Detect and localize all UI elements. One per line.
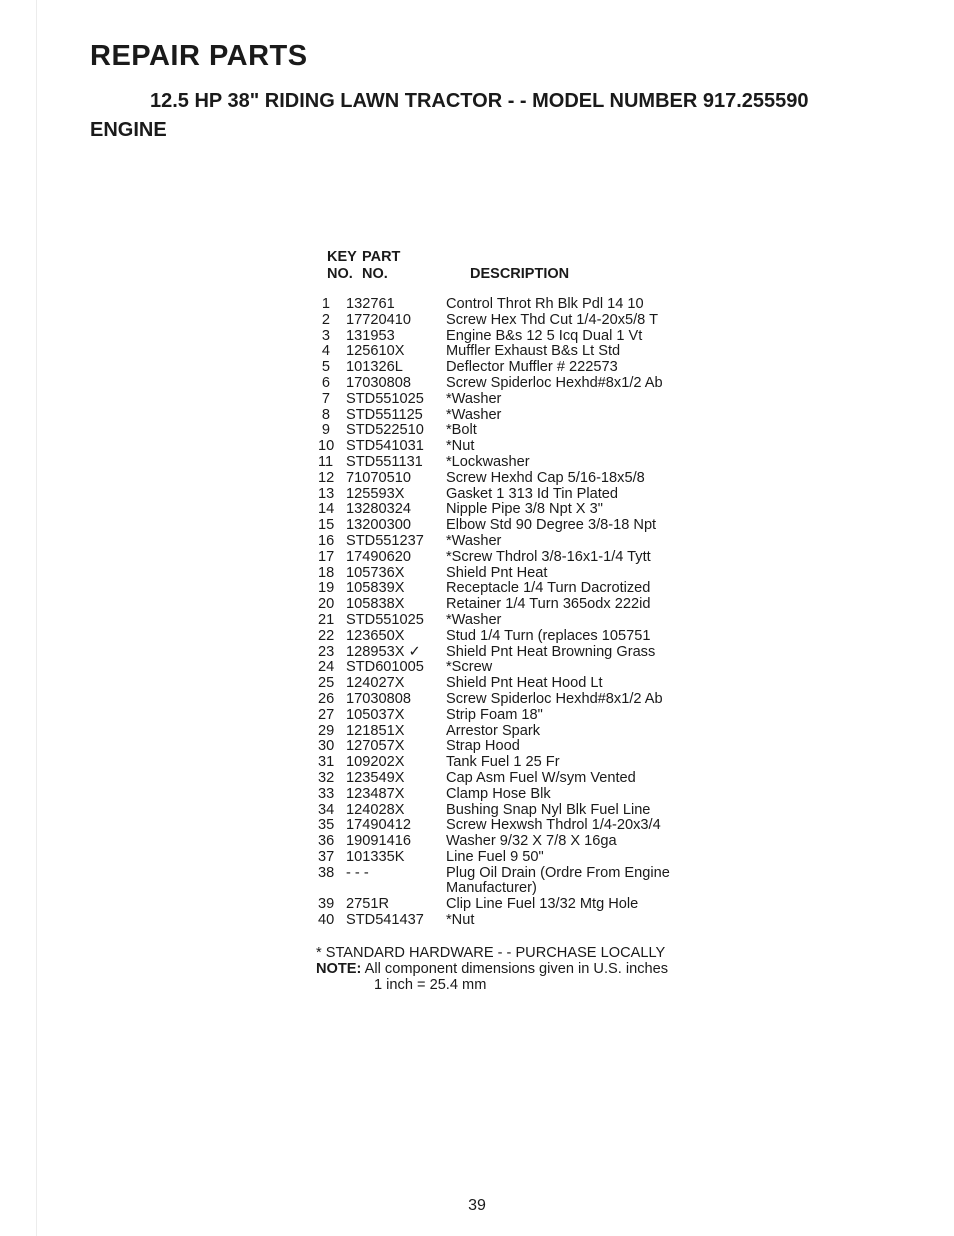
key-no: 10 [318,438,335,455]
part-no: 17490412 [346,817,411,834]
part-no: 105838X [346,596,405,613]
part-no: 121851X [346,722,405,739]
key-no: 8 [321,406,330,423]
part-header-top: PART [362,249,401,265]
part-no: 125610X [346,343,405,360]
part-no: 132761 [346,296,395,312]
key-no: 39 [318,896,335,913]
table-row [318,502,738,518]
description: *Nut [446,912,475,929]
part-no: 105037X [346,706,405,723]
footer-notes [316,946,736,993]
description: Receptacle 1/4 Turn Dacrotized [446,580,651,597]
table-row [318,313,738,329]
description: Control Throt Rh Blk Pdl 14 10 [446,296,644,312]
table-row [318,550,738,566]
key-no: 38 [318,864,335,881]
table-row [318,771,738,787]
key-no: 18 [318,564,335,581]
description: *Washer [446,611,502,628]
description: *Washer [446,532,502,549]
part-no: 71070510 [346,469,411,486]
table-row [318,866,738,898]
key-no: 13 [318,485,335,502]
part-no: 127057X [346,738,405,755]
part-no: 128953X ✓ [346,643,421,660]
description: Screw Hexwsh Thdrol 1/4-20x3/4 [446,817,661,834]
key-no: 3 [321,327,330,344]
part-no: 17030808 [346,690,411,707]
key-header-bottom: NO. [327,266,353,282]
table-row [318,629,738,645]
note-text: All component dimensions given in U.S. inches [364,960,669,977]
table-row [318,818,738,834]
table-row [318,471,738,487]
key-no: 5 [321,359,330,376]
table-row [318,897,738,913]
part-no: 124027X [346,675,405,692]
table-row [318,613,738,629]
description: *Nut [446,438,475,455]
page-number: 39 [468,1197,486,1214]
part-no: 19091416 [346,833,411,850]
standard-hardware-note: * STANDARD HARDWARE - - PURCHASE LOCALLY [316,945,666,961]
key-no: 36 [318,833,335,850]
part-no: 101335K [346,848,405,865]
part-no: 105839X [346,580,405,597]
binding-margin-line [36,0,37,1236]
description: Gasket 1 313 Id Tin Plated [446,485,618,502]
conversion-note: 1 inch = 25.4 mm [374,976,487,993]
key-no: 2 [321,311,330,328]
description: Screw Spiderloc Hexhd#8x1/2 Ab [446,374,663,391]
table-row [318,581,738,597]
part-no: STD551125 [346,406,423,423]
table-row [318,439,738,455]
page-title: REPAIR PARTS [90,40,308,72]
part-no: 101326L [346,359,403,376]
key-no: 15 [318,517,335,534]
key-header-top: KEY [327,249,357,265]
key-no: 24 [318,659,335,676]
key-no: 21 [318,611,335,628]
key-no: 23 [318,643,335,660]
description: *Bolt [446,422,477,439]
part-no: 17490620 [346,548,411,565]
description: Clip Line Fuel 13/32 Mtg Hole [446,896,639,913]
key-no: 6 [321,374,330,391]
table-row [318,739,738,755]
table-row [318,913,738,929]
part-no: 123549X [346,769,405,786]
description: Strap Hood [446,738,520,755]
key-no: 16 [318,532,335,549]
key-no: 34 [318,801,335,818]
section-title: ENGINE [90,119,167,141]
description: *Screw Thdrol 3/8-16x1-1/4 Tytt [446,548,651,565]
description: Elbow Std 90 Degree 3/8-18 Npt [446,517,657,534]
key-no: 31 [318,754,335,771]
table-row [318,645,738,661]
key-no: 37 [318,848,335,865]
description: Strip Foam 18" [446,706,543,723]
key-no: 19 [318,580,335,597]
key-no: 35 [318,817,335,834]
description: Nipple Pipe 3/8 Npt X 3" [446,501,603,518]
table-row [318,344,738,360]
table-row [318,660,738,676]
description: Deflector Muffler # 222573 [446,359,618,376]
description: Engine B&s 12 5 Icq Dual 1 Vt [446,327,643,344]
part-no: 131953 [346,327,395,344]
description: *Screw [446,659,493,676]
note-label: NOTE: [316,960,362,977]
part-no: 13200300 [346,517,411,534]
part-no: STD551025 [346,390,424,407]
part-no: - - - [346,864,369,881]
description: Clamp Hose Blk [446,785,551,802]
key-no: 17 [318,548,335,565]
description-header: DESCRIPTION [470,266,570,282]
model-subtitle: 12.5 HP 38" RIDING LAWN TRACTOR - - MODEL NUMBER 917.255590 [150,90,809,112]
table-row [318,376,738,392]
table-row [318,803,738,819]
description: Screw Hexhd Cap 5/16-18x5/8 [446,469,645,486]
key-no: 40 [318,912,335,929]
table-row [318,676,738,692]
part-no: 125593X [346,485,405,502]
table-row [318,708,738,724]
key-no: 1 [321,296,330,312]
key-no: 22 [318,627,335,644]
table-row [318,787,738,803]
description: Arrestor Spark [446,722,541,739]
description: Shield Pnt Heat [446,564,548,581]
part-header-bottom: NO. [362,266,388,282]
key-no: 32 [318,769,335,786]
table-row [318,597,738,613]
part-no: STD522510 [346,422,424,439]
part-no: STD551237 [346,532,424,549]
key-no: 7 [321,390,330,407]
description: Screw Spiderloc Hexhd#8x1/2 Ab [446,690,663,707]
description: Plug Oil Drain (Ordre From Engine Manufacturer) [446,864,670,897]
key-no: 4 [321,343,330,360]
key-no: 27 [318,706,335,723]
key-no: 30 [318,738,335,755]
table-row [318,329,738,345]
table-row [318,834,738,850]
key-no: 20 [318,596,335,613]
table-row [318,755,738,771]
table-row [318,518,738,534]
table-row [318,297,738,313]
part-no: 105736X [346,564,405,581]
table-row [318,724,738,740]
part-no: STD541437 [346,912,424,929]
table-row [318,360,738,376]
key-no: 25 [318,675,335,692]
part-no: 17030808 [346,374,411,391]
description: *Lockwasher [446,453,530,470]
description: *Washer [446,390,502,407]
part-no: 124028X [346,801,405,818]
table-row [318,487,738,503]
key-no: 29 [318,722,335,739]
part-no: STD551025 [346,611,424,628]
description: Cap Asm Fuel W/sym Vented [446,769,636,786]
description: Washer 9/32 X 7/8 X 16ga [446,833,617,850]
part-no: 123487X [346,785,405,802]
description: Bushing Snap Nyl Blk Fuel Line [446,801,651,818]
description: *Washer [446,406,502,423]
part-no: STD601005 [346,659,424,676]
part-no: 109202X [346,754,405,771]
table-row [318,455,738,471]
part-no: 2751R [346,896,390,913]
part-no: 17720410 [346,311,411,328]
table-row [318,850,738,866]
part-no: STD541031 [346,438,424,455]
description: Shield Pnt Heat Hood Lt [446,675,603,692]
key-no: 26 [318,690,335,707]
description: Retainer 1/4 Turn 365odx 222id [446,596,651,613]
part-no: STD551131 [346,453,423,470]
table-row [318,423,738,439]
key-no: 9 [321,422,330,439]
description: Muffler Exhaust B&s Lt Std [446,343,621,360]
table-row [318,692,738,708]
description: Line Fuel 9 50" [446,848,544,865]
note-line [316,962,736,978]
key-no: 14 [318,501,335,518]
table-row [318,392,738,408]
key-no: 33 [318,785,335,802]
parts-list [318,297,738,929]
description: Tank Fuel 1 25 Fr [446,754,560,771]
key-no: 12 [318,469,335,486]
table-row [318,534,738,550]
description: Screw Hex Thd Cut 1/4-20x5/8 T [446,311,658,328]
part-no: 123650X [346,627,405,644]
description: Shield Pnt Heat Browning Grass [446,643,656,660]
description: Stud 1/4 Turn (replaces 105751 [446,627,651,644]
table-row [318,566,738,582]
key-no: 11 [318,453,334,470]
table-row [318,408,738,424]
part-no: 13280324 [346,501,411,518]
